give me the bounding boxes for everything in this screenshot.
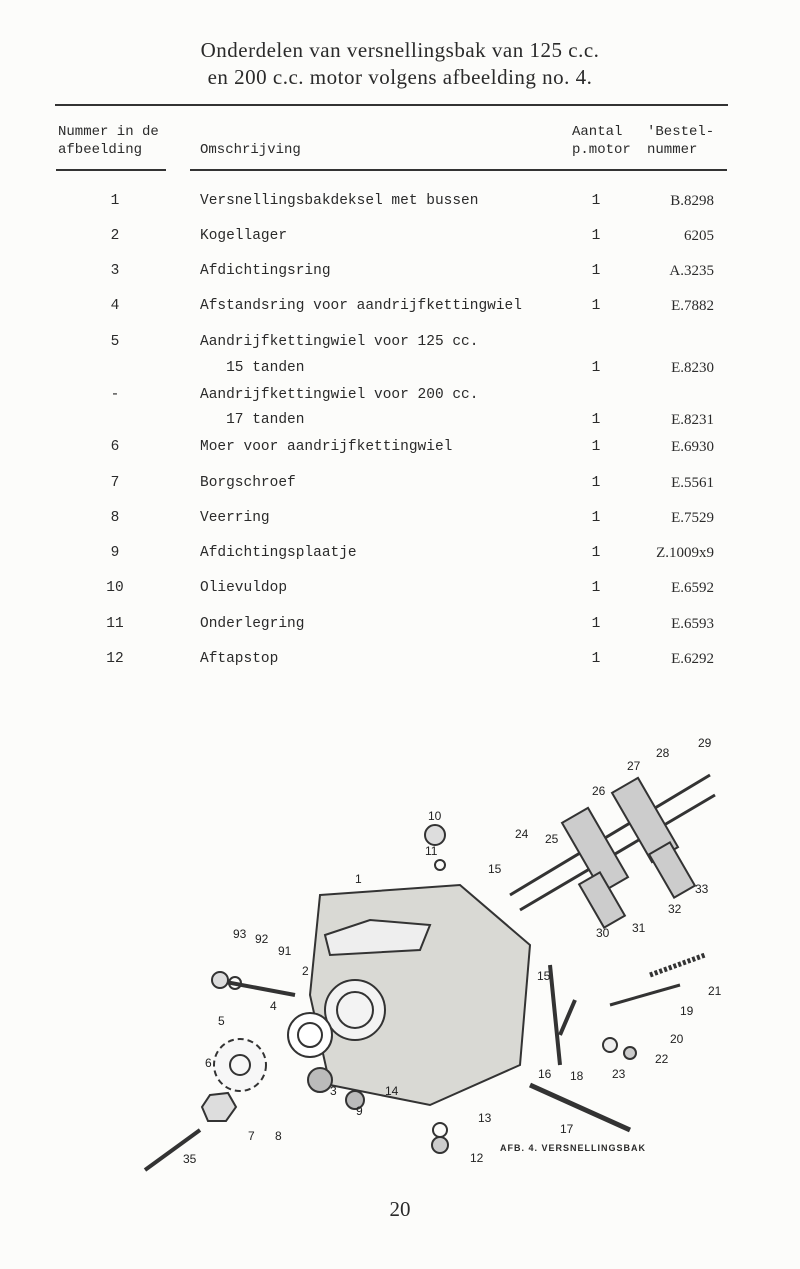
order-number: 6205: [684, 228, 714, 244]
callout-label: 10: [428, 809, 442, 823]
header-rule-left: [56, 169, 166, 171]
part-quantity: 1: [591, 545, 601, 561]
order-number: E.6930: [671, 439, 714, 455]
part-description-cont: 15 tanden: [200, 360, 305, 376]
callout-label: 12: [470, 1151, 484, 1165]
figure-caption: AFB. 4. VERSNELLINGSBAK: [500, 1143, 647, 1153]
part-number: 3: [110, 263, 120, 279]
callout-label: 6: [205, 1056, 212, 1070]
part-number: 10: [106, 580, 124, 596]
callout-label: 11: [425, 844, 438, 858]
part-description: Aandrijfkettingwiel voor 125 cc.: [200, 334, 479, 350]
callout-label: 2: [302, 964, 309, 978]
part-description: Aandrijfkettingwiel voor 200 cc.: [200, 387, 479, 403]
callout-label: 16: [538, 1067, 552, 1081]
callout-label: 23: [612, 1067, 626, 1081]
title-line-1: Onderdelen van versnellingsbak van 125 c.c.: [200, 38, 600, 62]
part-description: Borgschroef: [200, 475, 296, 491]
callout-label: 3: [330, 1084, 337, 1098]
part-number: 5: [110, 334, 120, 350]
part-description: Olievuldop: [200, 580, 288, 596]
part-description: Versnellingsbakdeksel met bussen: [200, 193, 479, 209]
callout-label: 26: [592, 784, 606, 798]
part-number: 6: [110, 439, 120, 455]
header-code: 'Bestel- nummer: [647, 124, 715, 158]
callout-label: 13: [478, 1111, 492, 1125]
part-quantity: 1: [591, 510, 601, 526]
callout-label: 28: [656, 746, 670, 760]
page-number: 20: [389, 1197, 411, 1221]
part-number: 7: [110, 475, 120, 491]
title-line-2: en 200 c.c. motor volgens afbeelding no. 4.: [207, 65, 593, 89]
part-description: Kogellager: [200, 228, 288, 244]
part-quantity: 1: [591, 651, 601, 667]
part-description: Aftapstop: [200, 651, 279, 667]
part-number: 12: [106, 651, 124, 667]
gearbox-exploded-diagram: [130, 735, 730, 1185]
order-number: E.7882: [671, 298, 714, 314]
callout-label: 1: [355, 872, 362, 886]
callout-label: 22: [655, 1052, 669, 1066]
order-number: B.8298: [670, 193, 714, 209]
part-number: -: [110, 387, 120, 403]
part-quantity: 1: [591, 193, 601, 209]
order-number: A.3235: [669, 263, 714, 279]
callout-label: 91: [278, 944, 292, 958]
part-number: 11: [106, 616, 124, 632]
callout-label: 4: [270, 999, 277, 1013]
part-number: 9: [110, 545, 120, 561]
order-number: E.8230: [671, 360, 714, 376]
callout-label: 33: [695, 882, 709, 896]
callout-label: 15: [537, 969, 551, 983]
callout-label: 35: [183, 1152, 197, 1166]
callout-label: 20: [670, 1032, 684, 1046]
part-quantity: 1: [591, 580, 601, 596]
callout-label: 24: [515, 827, 529, 841]
header-number: Nummer in de afbeelding: [58, 124, 159, 158]
part-number: 1: [110, 193, 120, 209]
part-description: Moer voor aandrijfkettingwiel: [200, 439, 453, 455]
order-number: E.6292: [671, 651, 714, 667]
part-number: 4: [110, 298, 120, 314]
header-rule-right: [190, 169, 727, 171]
part-quantity: 1: [591, 412, 601, 428]
header-qty: Aantal p.motor: [572, 124, 631, 158]
part-quantity: 1: [591, 616, 601, 632]
callout-label: 17: [560, 1122, 574, 1136]
part-description-cont: 17 tanden: [200, 412, 305, 428]
order-number: E.8231: [671, 412, 714, 428]
part-quantity: 1: [591, 263, 601, 279]
callout-label: 31: [632, 921, 646, 935]
part-description: Afdichtingsplaatje: [200, 545, 357, 561]
order-number: E.6593: [671, 616, 714, 632]
part-quantity: 1: [591, 439, 601, 455]
header-description: Omschrijving: [200, 142, 301, 158]
table-top-rule: [55, 104, 728, 106]
callout-label: 7: [248, 1129, 255, 1143]
callout-label: 14: [385, 1084, 399, 1098]
order-number: E.7529: [671, 510, 714, 526]
callout-label: 9: [356, 1104, 363, 1118]
callout-label: 19: [680, 1004, 694, 1018]
callout-label: 92: [255, 932, 269, 946]
part-description: Veerring: [200, 510, 270, 526]
part-number: 8: [110, 510, 120, 526]
callout-label: 8: [275, 1129, 282, 1143]
order-number: E.5561: [671, 475, 714, 491]
callout-label: 30: [596, 926, 610, 940]
callout-label: 5: [218, 1014, 225, 1028]
part-description: Afdichtingsring: [200, 263, 331, 279]
callout-label: 21: [708, 984, 722, 998]
part-number: 2: [110, 228, 120, 244]
callout-label: 18: [570, 1069, 584, 1083]
part-quantity: 1: [591, 360, 601, 376]
part-quantity: 1: [591, 298, 601, 314]
part-description: Afstandsring voor aandrijfkettingwiel: [200, 298, 522, 314]
part-quantity: 1: [591, 475, 601, 491]
order-number: Z.1009x9: [656, 545, 714, 561]
callout-label: 15: [488, 862, 502, 876]
callout-label: 32: [668, 902, 682, 916]
callout-label: 27: [627, 759, 641, 773]
part-description: Onderlegring: [200, 616, 305, 632]
callout-label: 29: [698, 736, 712, 750]
part-quantity: 1: [591, 228, 601, 244]
callout-label: 25: [545, 832, 559, 846]
callout-label: 93: [233, 927, 247, 941]
order-number: E.6592: [671, 580, 714, 596]
